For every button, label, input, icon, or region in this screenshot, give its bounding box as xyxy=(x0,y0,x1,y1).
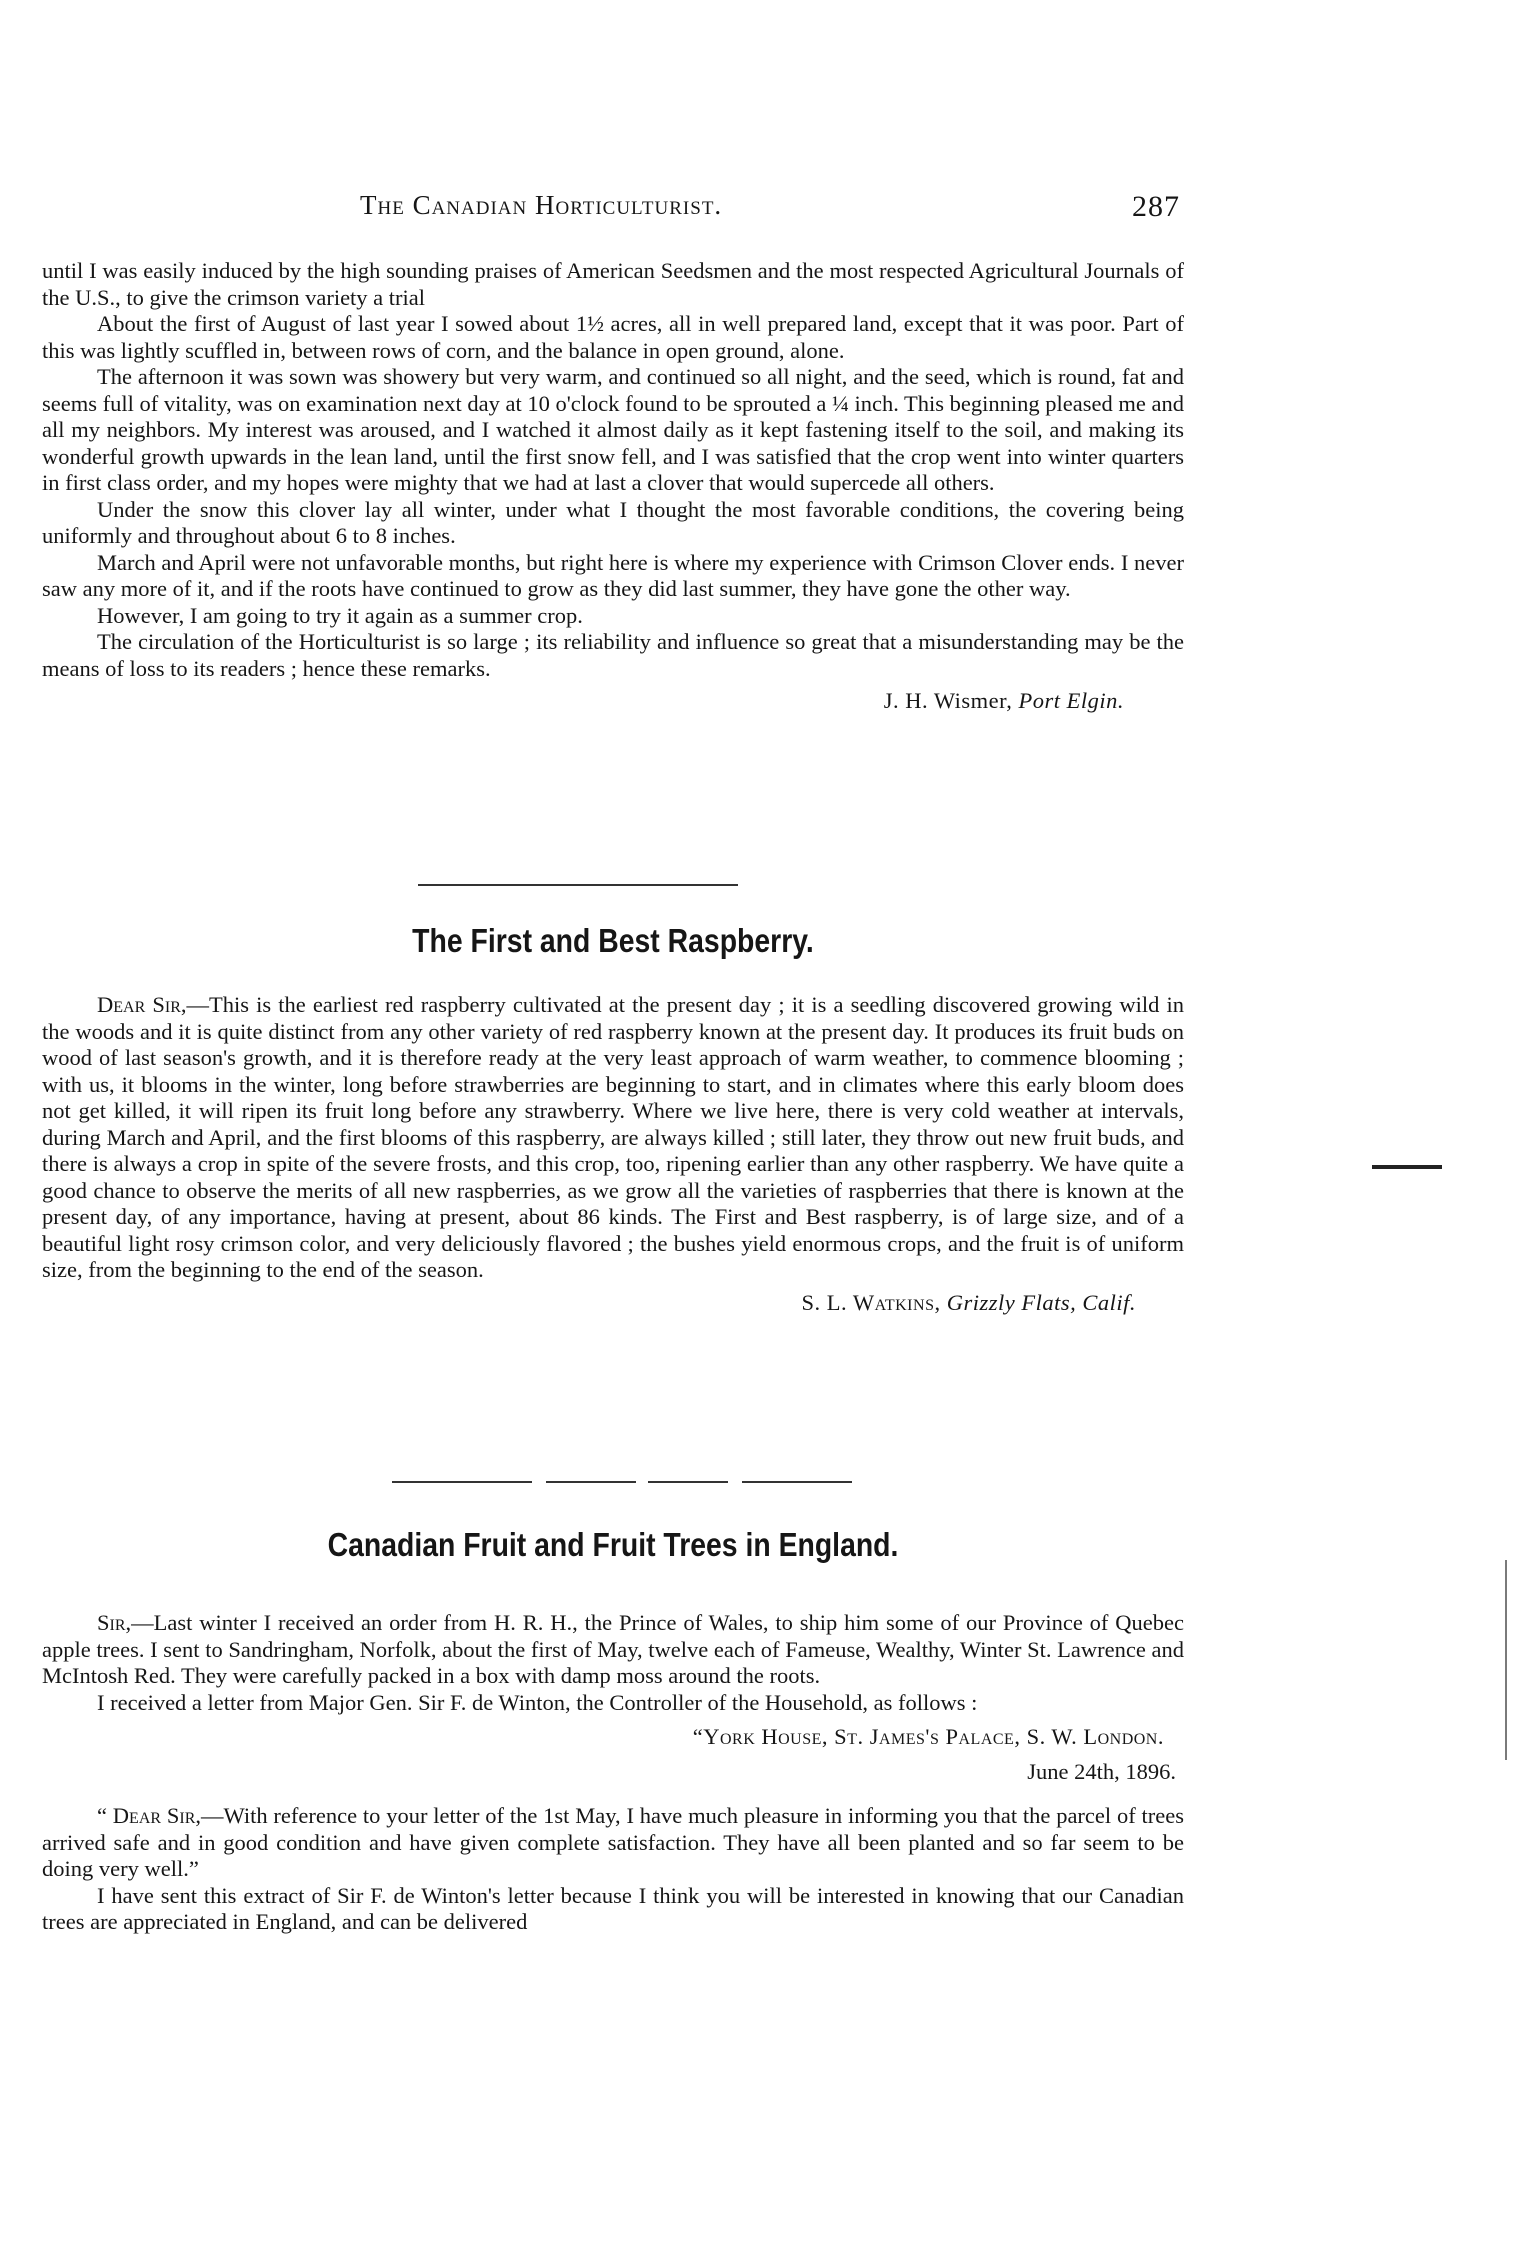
paragraph xyxy=(42,992,1184,1284)
section-divider xyxy=(392,1481,532,1483)
section-divider xyxy=(742,1481,852,1483)
paragraph-body: —Last winter I received an order from H. R. H., the Prince of Wales, to ship him some of our Province of Quebec apple trees. I sent to Sandringham, Norfolk, about the first of May, twelve each of Fameuse, Wealthy, Winter St. Lawrence and McIntosh Red. They were carefully packed in a box with damp moss around the roots. xyxy=(42,1610,1184,1688)
salutation: “ Dear Sir, xyxy=(97,1803,202,1828)
signature-place: Grizzly Flats, Calif. xyxy=(946,1289,1136,1315)
page-header xyxy=(360,190,1180,230)
article-title: Canadian Fruit and Fruit Trees in England. xyxy=(327,1526,899,1563)
signature-name: J. H. Wismer, xyxy=(883,688,1013,713)
article-canadian-fruit xyxy=(42,1610,1184,1936)
paragraph xyxy=(42,1610,1184,1690)
scan-margin-mark xyxy=(1372,1165,1442,1169)
paragraph: The afternoon it was sown was showery but very warm, and continued so all night, and the seed, which is round, fat and seems full of vitality, was on examination next day at 10 o'clock found to be sprouted a ¼ inch. This beginning pleased me and all my neighbors. My interest was aroused, and I watched it almost daily as it kept fastening itself to the soil, and making its wonderful growth upwards in the lean land, until the first snow fell, and I was satisfied that the crop went into winter quarters in first class order, and my hopes were mighty that we had at last a clover that would supercede all others. xyxy=(42,364,1184,495)
signature xyxy=(42,688,1184,715)
letter-crimson-clover xyxy=(42,258,1184,715)
paragraph-body: —This is the earliest red raspberry cultivated at the present day ; it is a seedling discovered growing wild in the woods and it is quite distinct from any other variety of red raspberry known at the present day. It produces its fruit buds on wood of last season's growth, and it is therefore ready at the very least approach of warm weather, to commence blooming ; with us, it blooms in the winter, long before strawberries are beginning to start, and in climates where this early bloom does not get killed, it will ripen its fruit long before any strawberry. Where we live here, there is very cold weather at intervals, during March and April, and the first blooms of this raspberry, are always killed ; still later, they throw out new fruit buds, and there is always a crop in spite of the severe frosts, and this crop, too, ripening earlier than any other raspberry. We have quite a good chance to observe the merits of all new raspberries, as we grow all the varieties of raspberries that there is known at the present day, of any importance, having at present, about 86 kinds. The First and Best raspberry, is of large size, and of a beautiful light rosy crimson color, and very deliciously flavored ; the bushes yield enormous crops, and the fruit is of uniform size, from the beginning to the end of the season. xyxy=(42,992,1185,1282)
salutation: Sir, xyxy=(97,1610,132,1635)
paragraph-body: —With reference to your letter of the 1st May, I have much pleasure in informing you that the parcel of trees arrived safe and in good condition and have given complete satisfaction. They have all been planted and so far seem to be doing very well.” xyxy=(42,1803,1184,1881)
page-number: 287 xyxy=(1132,190,1180,223)
paragraph: Under the snow this clover lay all winter, under what I thought the most favorable conditions, the covering being uniformly and throughout about 6 to 8 inches. xyxy=(42,496,1184,548)
section-divider xyxy=(648,1481,728,1483)
salutation: Dear Sir, xyxy=(97,992,187,1017)
letter-address: “York House, St. James's Palace, S. W. London. xyxy=(692,1724,1164,1749)
paragraph: About the first of August of last year I sowed about 1½ acres, all in well prepared land, except that it was poor. Part of this was lightly scuffled in, between rows of corn, and the balance in open ground, alone. xyxy=(42,311,1184,363)
paragraph: However, I am going to try it again as a summer crop. xyxy=(97,602,583,628)
paragraph: The circulation of the Horticulturist is so large ; its reliability and influence so great that a misunderstanding may be the means of loss to its readers ; hence these remarks. xyxy=(42,629,1184,681)
paragraph xyxy=(42,1803,1184,1883)
article-raspberry xyxy=(42,992,1184,1316)
paragraph: March and April were not unfavorable months, but right here is where my experience with Crimson Clover ends. I never saw any more of it, and if the roots have continued to grow as they did last summer, they have gone the other way. xyxy=(42,549,1184,601)
section-divider xyxy=(418,884,738,886)
running-head: The Canadian Horticulturist. xyxy=(360,190,723,220)
section-divider xyxy=(546,1481,636,1483)
article-title: The First and Best Raspberry. xyxy=(412,922,814,959)
letter-date: June 24th, 1896. xyxy=(1027,1758,1176,1784)
paragraph: I received a letter from Major Gen. Sir F. de Winton, the Controller of the Household, as follows : xyxy=(97,1689,978,1715)
paragraph: until I was easily induced by the high sounding praises of American Seedsmen and the most respected Agricultural Journals of the U.S., to give the crimson variety a trial xyxy=(42,258,1184,310)
scan-edge-mark xyxy=(1505,1560,1507,1760)
signature-place: Port Elgin. xyxy=(1018,688,1124,713)
paragraph: I have sent this extract of Sir F. de Winton's letter because I think you will be interested in knowing that our Canadian trees are appreciated in England, and can be delivered xyxy=(42,1882,1184,1934)
signature-name: S. L. Watkins, xyxy=(801,1289,941,1315)
signature xyxy=(42,1290,1184,1317)
